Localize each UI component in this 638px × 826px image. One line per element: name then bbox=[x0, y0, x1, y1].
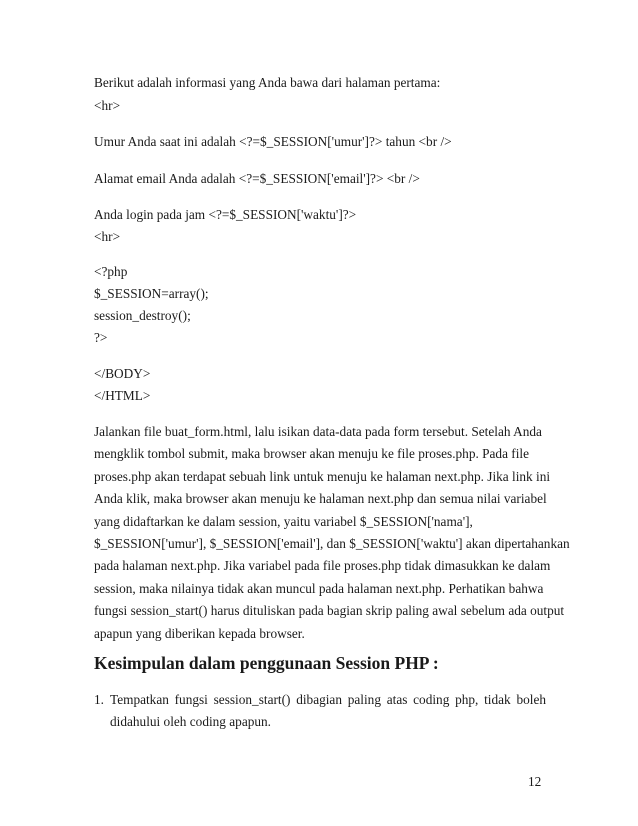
list-item-text bbox=[110, 689, 546, 734]
code-line: Anda login pada jam <?=$_SESSION['waktu']?> bbox=[94, 207, 357, 222]
code-line: </BODY> bbox=[94, 366, 151, 381]
page-number: 12 bbox=[528, 774, 542, 789]
paragraph-line: mengklik tombol submit, maka browser akan menuju ke file proses.php. Pada file bbox=[94, 446, 530, 462]
paragraph-line: apapun yang diberikan kepada browser. bbox=[94, 625, 305, 641]
code-line: <?php bbox=[94, 264, 128, 279]
paragraph-line: session, maka nilainya tidak akan muncul pada halaman next.php. Perhatikan bahwa bbox=[94, 580, 544, 596]
paragraph-line: proses.php akan terdapat sebuah link untuk menuju ke halaman next.php. Jika link ini bbox=[94, 468, 551, 484]
paragraph-line: $_SESSION['umur'], $_SESSION['email'], dan $_SESSION['waktu'] akan dipertahankan bbox=[94, 536, 570, 552]
code-line: Alamat email Anda adalah <?=$_SESSION['email']?> <br /> bbox=[94, 171, 420, 186]
body-paragraph bbox=[94, 421, 570, 645]
paragraph-line: yang didaftarkan ke dalam session, yaitu variabel $_SESSION['nama'], bbox=[94, 513, 473, 529]
paragraph-line: Anda klik, maka browser akan menuju ke halaman next.php dan semua nilai variabel bbox=[94, 491, 547, 507]
paragraph-line: fungsi session_start() harus dituliskan pada bagian skrip paling awal sebelum ada output bbox=[94, 603, 565, 619]
list-item-line: Tempatkan fungsi session_start() dibagian paling atas coding php, tidak boleh bbox=[110, 692, 546, 707]
list-item bbox=[94, 689, 546, 734]
code-line: ?> bbox=[94, 330, 108, 345]
code-line: Berikut adalah informasi yang Anda bawa dari halaman pertama: bbox=[94, 75, 441, 90]
code-line: Umur Anda saat ini adalah <?=$_SESSION['umur']?> tahun <br /> bbox=[94, 134, 452, 149]
section-heading: Kesimpulan dalam penggunaan Session PHP : bbox=[94, 653, 439, 673]
code-line: <hr> bbox=[94, 229, 121, 244]
code-line: session_destroy(); bbox=[94, 308, 191, 323]
list-item-line: didahului oleh coding apapun. bbox=[110, 714, 272, 730]
code-line: </HTML> bbox=[94, 388, 151, 403]
paragraph-line: pada halaman next.php. Jika variabel pada file proses.php tidak dimasukkan ke dalam bbox=[94, 558, 551, 574]
code-line: <hr> bbox=[94, 98, 121, 113]
paragraph-line: Jalankan file buat_form.html, lalu isikan data-data pada form tersebut. Setelah Anda bbox=[94, 424, 542, 439]
list-item-number: 1. bbox=[94, 692, 104, 707]
code-line: $_SESSION=array(); bbox=[94, 286, 209, 301]
